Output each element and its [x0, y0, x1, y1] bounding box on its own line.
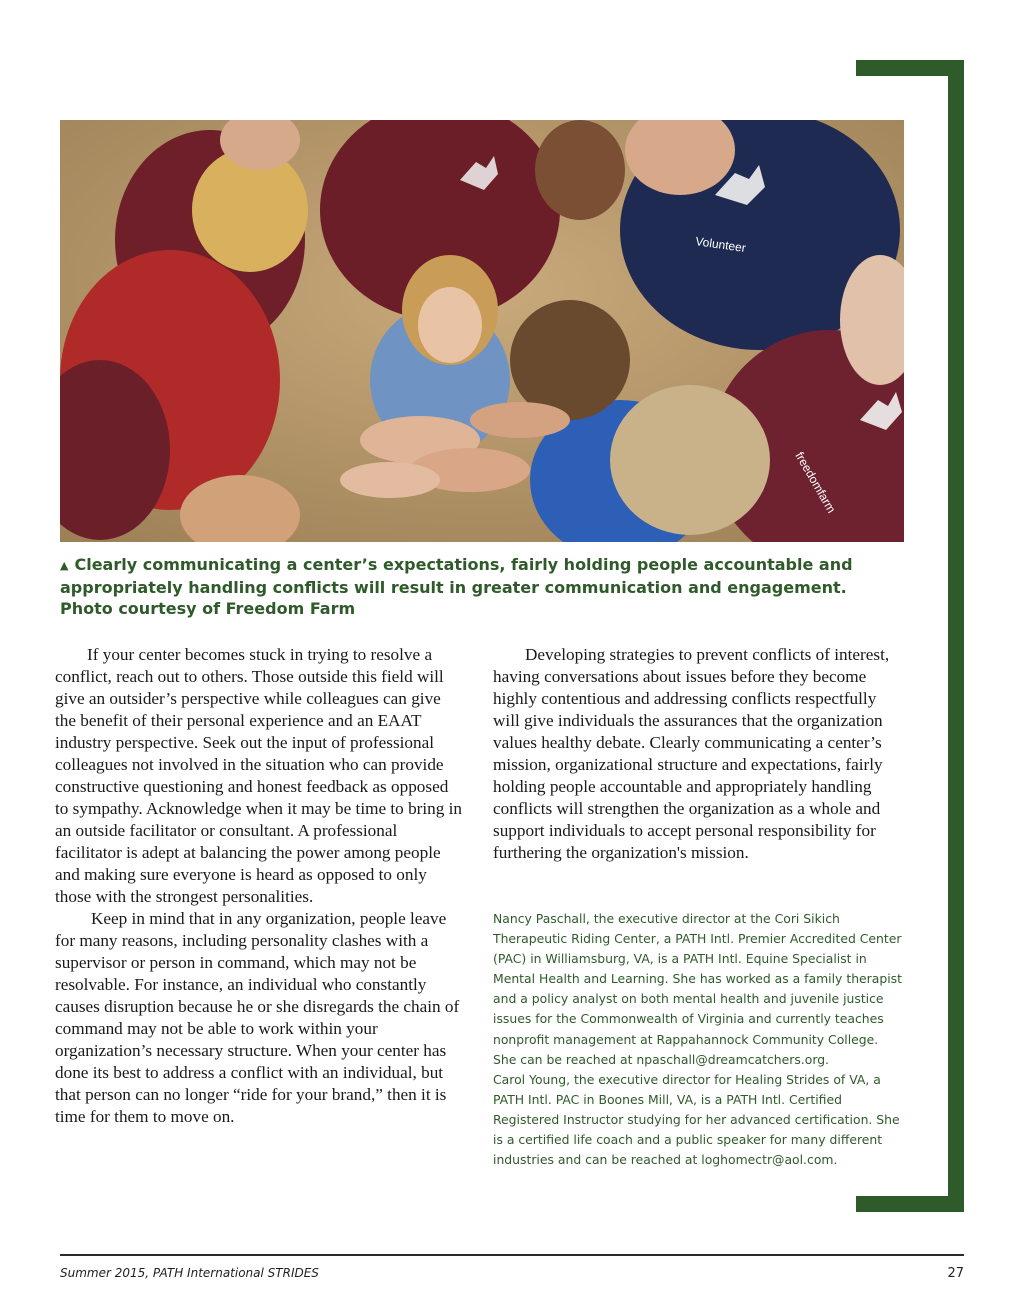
caption-credit: Photo courtesy of Freedom Farm: [60, 599, 356, 618]
caption-line-1: Clearly communicating a center’s expectations, fairly holding people accountable and: [74, 555, 853, 574]
footer-divider: [60, 1254, 964, 1256]
footer-publication: Summer 2015, PATH International STRIDES: [60, 1266, 319, 1280]
left-paragraph-2: Keep in mind that in any organization, people leave for many reasons, including personality clashes with a supervisor or person in command, which may not be resolvable. For instance, an individual who constantly causes disruption because he or she disregards the chain of command may not be able to work within your organization’s necessary structure. When your center has done its best to address a conflict with an individual, but that person can no longer “ride for your brand,” then it is time for them to move on.: [55, 909, 460, 1126]
photo-caption: [60, 554, 860, 620]
right-paragraph-1: Developing strategies to prevent conflicts of interest, having conversations about issues before they become highly contentious and addressing conflicts respectfully will give individuals the assurances that the organization values healthy debate. Clearly communicating a center’s mission, organizational structure and expectations, fairly holding people accountable and appropriately handling conflicts will strengthen the organization as a whole and support individuals to accept personal responsibility for furthering the organization's mission.: [493, 645, 890, 862]
left-column: [55, 644, 465, 1128]
page-number: 27: [947, 1266, 964, 1281]
group-hands-photo: [60, 120, 904, 542]
right-column: [493, 644, 903, 864]
caption-line-2: appropriately handling conflicts will result in greater communication and engagement.: [60, 577, 847, 597]
shirt-volunteer-text: Volunteer: [694, 234, 747, 256]
decorative-bracket-bottom: [856, 1196, 964, 1212]
author-bio: [493, 909, 905, 1170]
shirt-brand-text: freedomfarm: [792, 449, 839, 516]
decorative-bracket-side: [948, 60, 964, 1212]
left-paragraph-1: If your center becomes stuck in trying to resolve a conflict, reach out to others. Those outside this field will give an outsider’s perspective while colleagues can give the benefit of their personal experience and an EAAT industry perspective. Seek out the input of professional colleagues not involved in the situation who can provide constructive questioning and honest feedback as opposed to sympathy. Acknowledge when it may be time to bring in an outside facilitator or consultant. A professional facilitator is adept at balancing the power among people and making sure everyone is heard as opposed to only those with the strongest personalities.: [55, 645, 463, 906]
bio-nancy-paschall: Nancy Paschall, the executive director at the Cori Sikich Therapeutic Riding Center, a PATH Intl. Premier Accredited Center (PAC) in Williamsburg, VA, is a PATH Intl. Equine Specialist in Mental Health and Learning. She has worked as a family therapist and a policy analyst on both mental health and juvenile justice issues for the Commonwealth of Virginia and currently teaches nonprofit management at Rappahannock Community College. She can be reached at npaschall@dreamcatchers.org.: [493, 911, 902, 1067]
caption-triangle-icon: ▲: [60, 559, 69, 572]
bio-carol-young: Carol Young, the executive director for Healing Strides of VA, a PATH Intl. PAC in Boones Mill, VA, is a PATH Intl. Certified Registered Instructor studying for her advanced certification. She is a certified life coach and a public speaker for many different industries and can be reached at loghomectr@aol.com.: [493, 1071, 900, 1168]
